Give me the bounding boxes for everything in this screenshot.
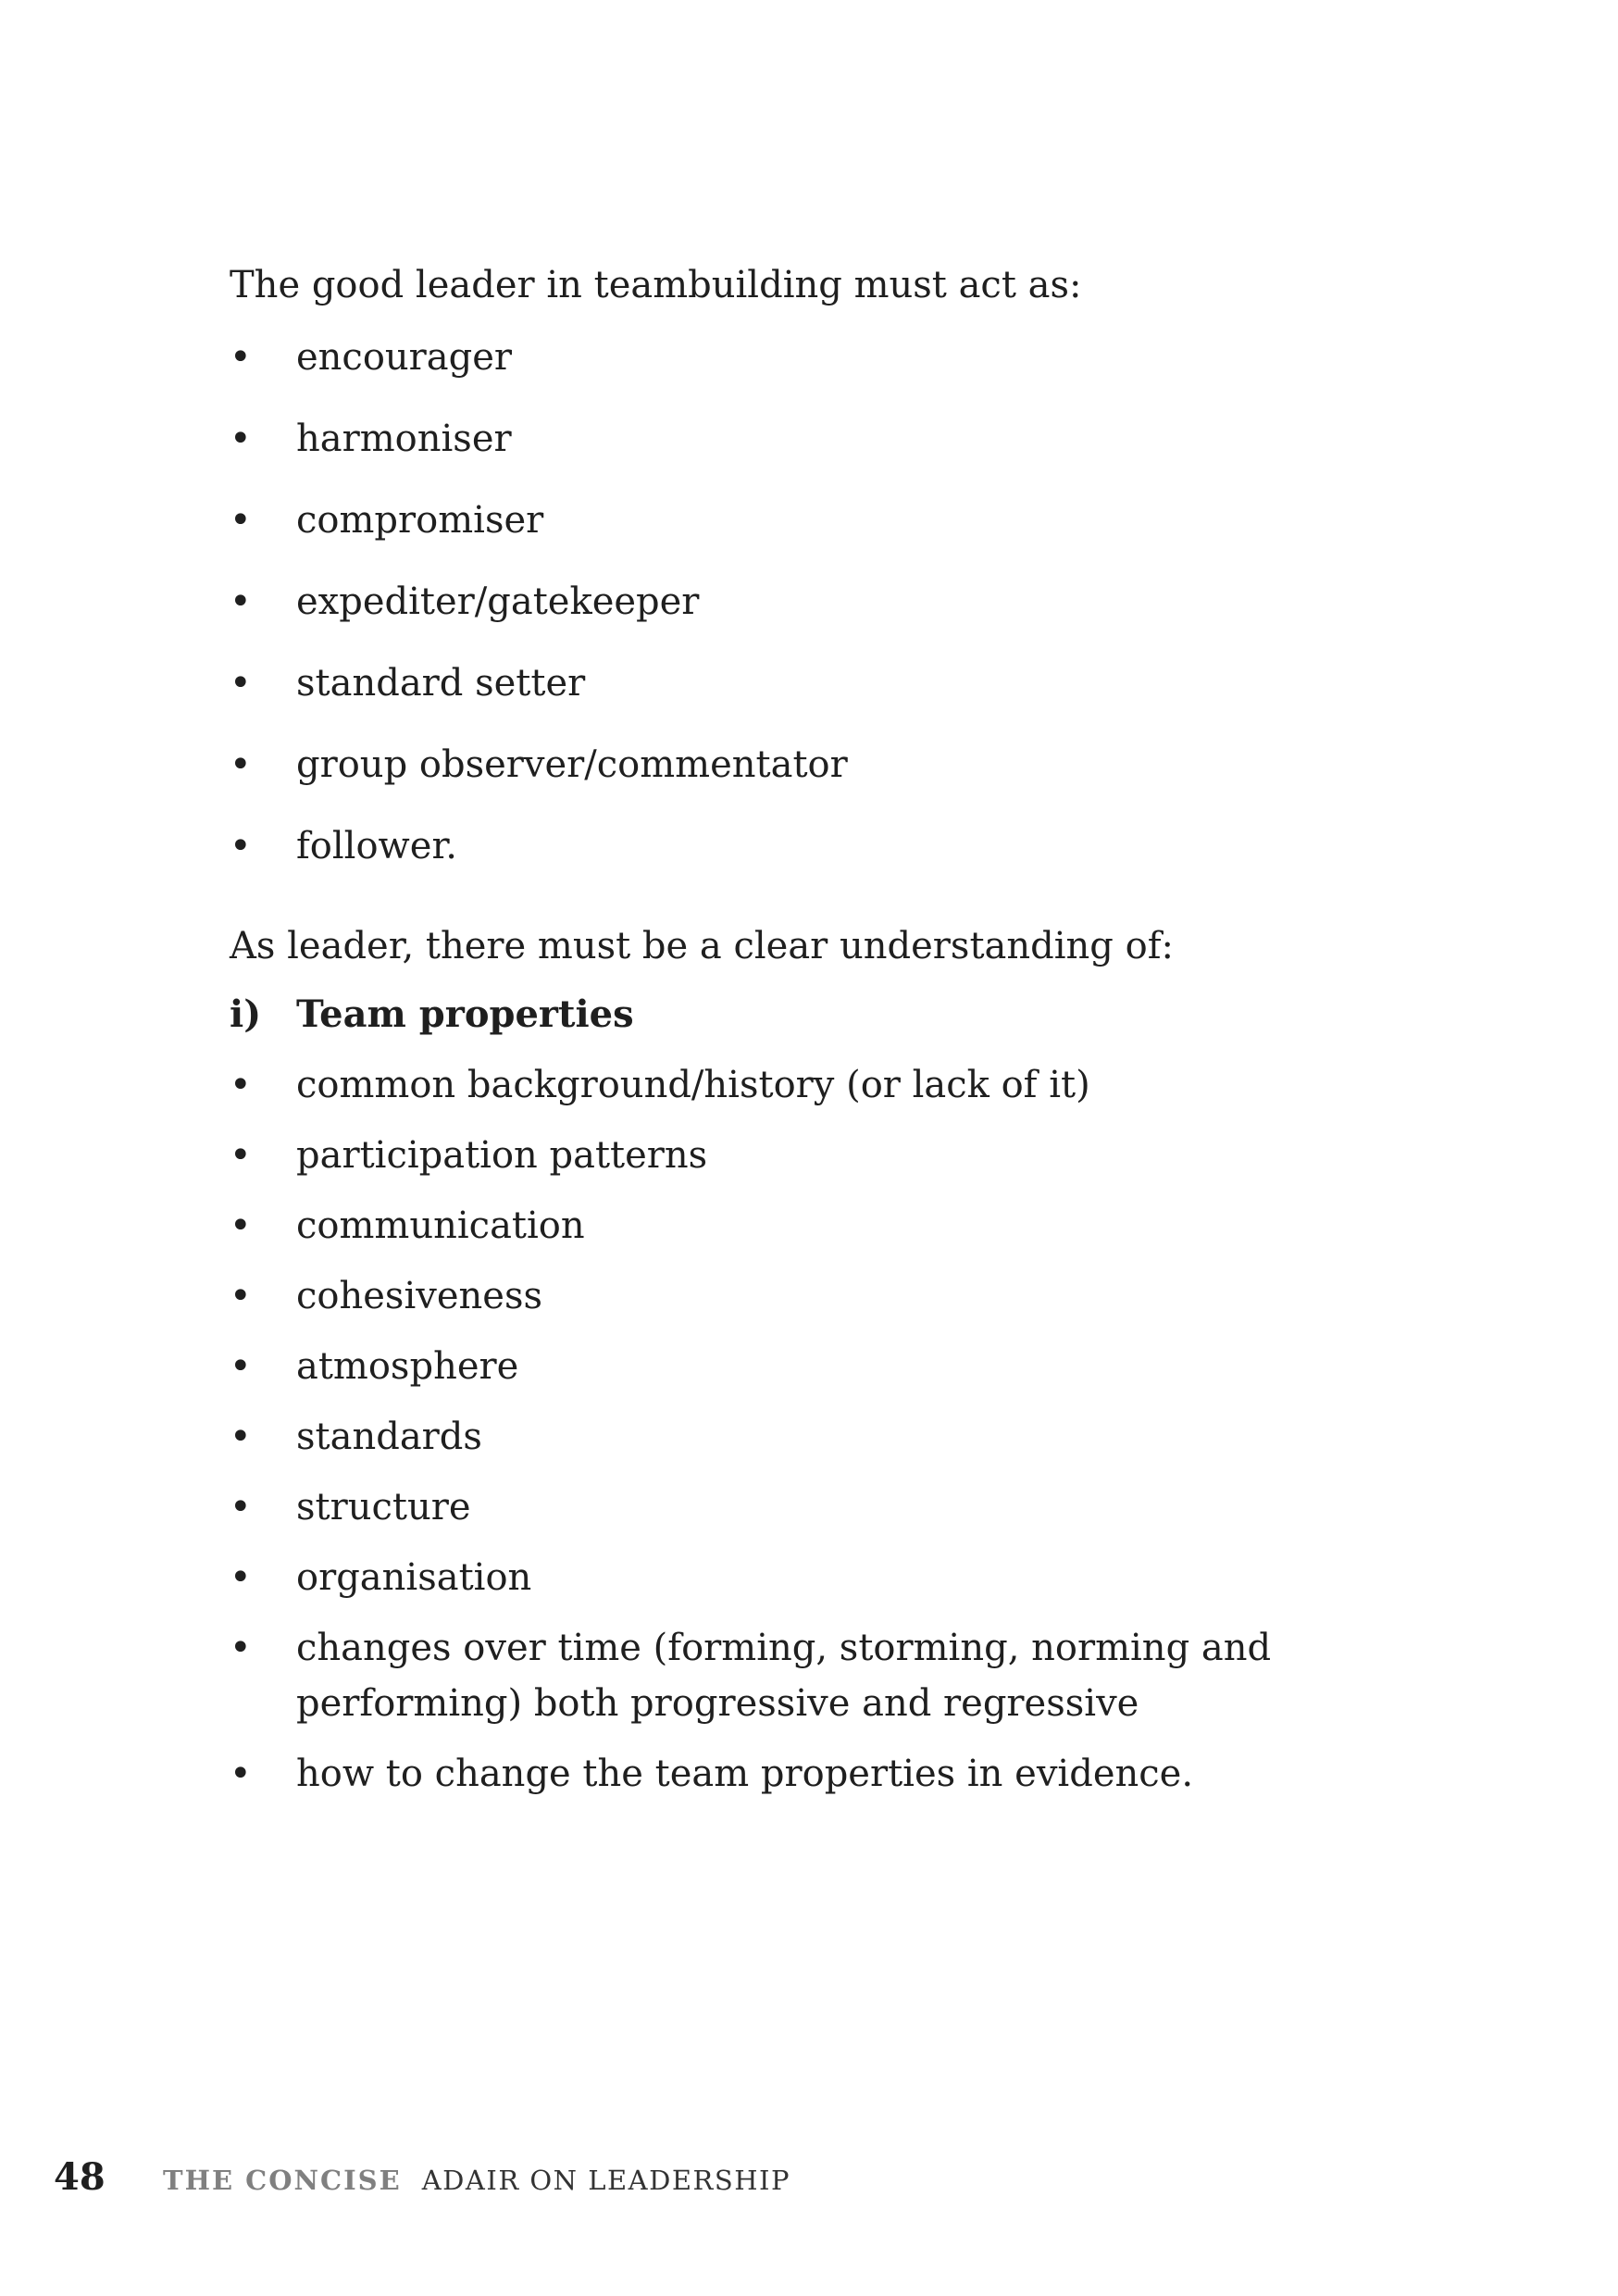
list-item — [230, 1339, 1396, 1394]
understanding-paragraph: As leader, there must be a clear understanding of: — [230, 925, 1174, 967]
bullet-icon: • — [230, 1064, 252, 1106]
page-number: 48 — [54, 2155, 106, 2199]
list-item — [230, 493, 1396, 548]
list-item-text: how to change the team properties in evidence. — [296, 1753, 1194, 1795]
bullet-icon: • — [230, 1134, 252, 1177]
bullet-icon: • — [230, 1345, 252, 1388]
series-title: THE CONCISE — [163, 2165, 402, 2196]
list-item-text: compromiser — [296, 499, 544, 542]
list-item — [230, 1128, 1396, 1183]
section-title: Team properties — [296, 992, 634, 1036]
list-item-text: expediter/gatekeeper — [296, 580, 700, 623]
list-item-text: follower. — [296, 825, 457, 867]
bullet-icon: • — [230, 743, 252, 786]
list-item — [230, 411, 1396, 467]
bullet-icon: • — [230, 1275, 252, 1317]
bullet-icon: • — [230, 1416, 252, 1458]
list-item — [230, 737, 1396, 792]
bullet-icon: • — [230, 825, 252, 867]
list-item-text: harmoniser — [296, 418, 512, 460]
list-item — [230, 330, 1396, 385]
list-item-text: group observer/commentator — [296, 743, 848, 786]
list-item-text: cohesiveness — [296, 1275, 542, 1317]
list-item — [230, 818, 1396, 874]
intro-paragraph: The good leader in teambuilding must act as: — [230, 264, 1082, 306]
bullet-icon: • — [230, 1486, 252, 1529]
list-item-text: organisation — [296, 1556, 532, 1599]
bullet-icon: • — [230, 580, 252, 623]
section-heading — [230, 987, 1396, 1042]
list-item-text: encourager — [296, 336, 513, 379]
list-item-text: standards — [296, 1416, 482, 1458]
list-item-text: atmosphere — [296, 1345, 519, 1388]
book-title: ADAIR ON LEADERSHIP — [421, 2165, 790, 2196]
list-item — [230, 1620, 1396, 1731]
list-item — [230, 1268, 1396, 1324]
list-item-text: standard setter — [296, 662, 586, 705]
team-properties-list — [230, 1057, 1396, 1802]
list-item-text: common background/history (or lack of it) — [296, 1064, 1090, 1106]
bullet-icon: • — [230, 418, 252, 460]
list-item — [230, 1057, 1396, 1113]
list-item — [230, 574, 1396, 630]
bullet-icon: • — [230, 1204, 252, 1247]
bullet-icon: • — [230, 499, 252, 542]
bullet-icon: • — [230, 1627, 252, 1669]
bullet-icon: • — [230, 662, 252, 705]
list-item — [230, 1746, 1396, 1802]
list-item — [230, 1550, 1396, 1605]
list-item — [230, 655, 1396, 711]
list-item-text: participation patterns — [296, 1134, 708, 1177]
list-item-text: communication — [296, 1204, 585, 1247]
list-item — [230, 1198, 1396, 1254]
roles-list — [230, 330, 1396, 874]
bullet-icon: • — [230, 1753, 252, 1795]
bullet-icon: • — [230, 1556, 252, 1599]
section-number: i) — [230, 992, 262, 1036]
bullet-icon: • — [230, 336, 252, 379]
page-body — [230, 257, 1396, 1816]
list-item — [230, 1409, 1396, 1465]
list-item-text: changes over time (forming, storming, norming and performing) both progressive and regressive — [296, 1627, 1272, 1725]
list-item — [230, 1479, 1396, 1535]
list-item-text: structure — [296, 1486, 471, 1529]
page-footer — [54, 2155, 790, 2199]
